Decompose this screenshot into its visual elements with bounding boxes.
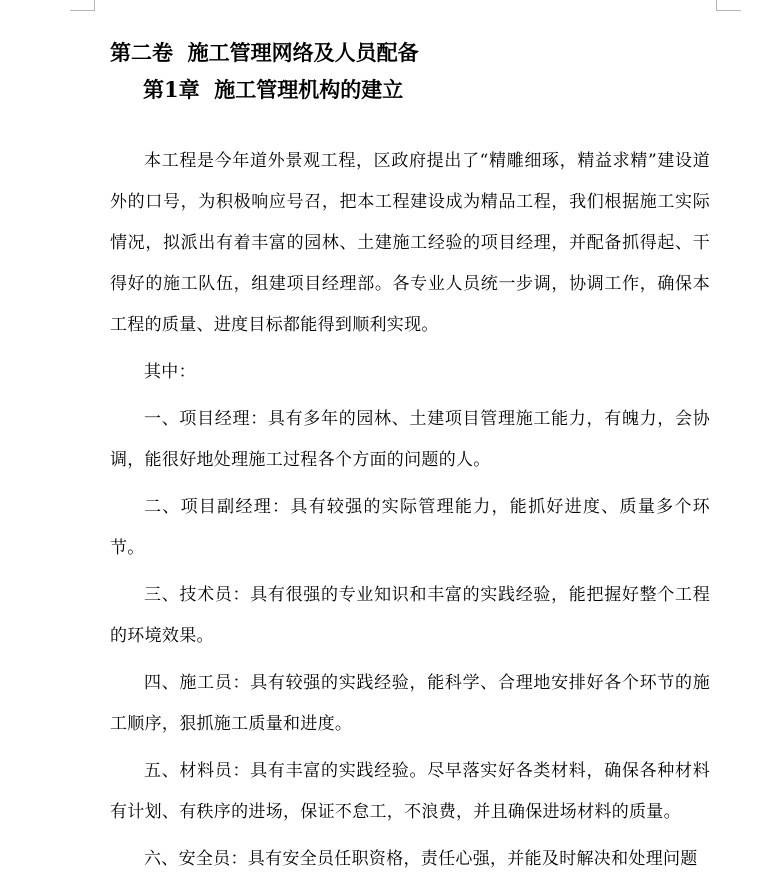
margin-corner-mark-left xyxy=(70,0,95,11)
volume-title: 第二卷 施工管理网络及人员配备 xyxy=(110,40,419,65)
paragraph-construction-worker: 四、施工员：具有较强的实践经验，能科学、合理地安排好各个环节的施工顺序，狠抓施工质量和进度。 xyxy=(110,673,710,734)
paragraph-material-clerk: 五、材料员：具有丰富的实践经验。尽早落实好各类材料，确保各种材料有计划、有秩序的进场，保证不怠工，不浪费，并且确保进场材料的质量。 xyxy=(110,761,710,822)
paragraph-among: 其中： xyxy=(144,362,196,382)
chapter-title: 第1章 施工管理机构的建立 xyxy=(143,77,404,102)
paragraph-project-manager: 一、项目经理：具有多年的园林、土建项目管理施工能力，有魄力，会协调，能很好地处理施工过程各个方面的问题的人。 xyxy=(110,409,710,470)
body-text xyxy=(110,141,710,880)
paragraph-intro: 本工程是今年道外景观工程，区政府提出了“精雕细琢，精益求精”建设道外的口号，为积极响应号召，把本工程建设成为精品工程，我们根据施工实际情况，拟派出有着丰富的园林、土建施工经验的项目经理，并配备抓得起、干得好的施工队伍，组建项目经理部。各专业人员统一步调，协调工作，确保本工程的质量、进度目标都能得到顺利实现。 xyxy=(110,151,710,335)
document-body xyxy=(110,36,710,886)
paragraph-deputy-manager: 二、项目副经理：具有较强的实际管理能力，能抓好进度、质量多个环节。 xyxy=(110,497,710,558)
paragraph-safety-officer: 六、安全员：具有安全员任职资格，责任心强，并能及时解决和处理问题 xyxy=(144,849,698,869)
margin-corner-mark-right xyxy=(716,0,741,11)
paragraph-technician: 三、技术员：具有很强的专业知识和丰富的实践经验，能把握好整个工程的环境效果。 xyxy=(110,585,710,646)
